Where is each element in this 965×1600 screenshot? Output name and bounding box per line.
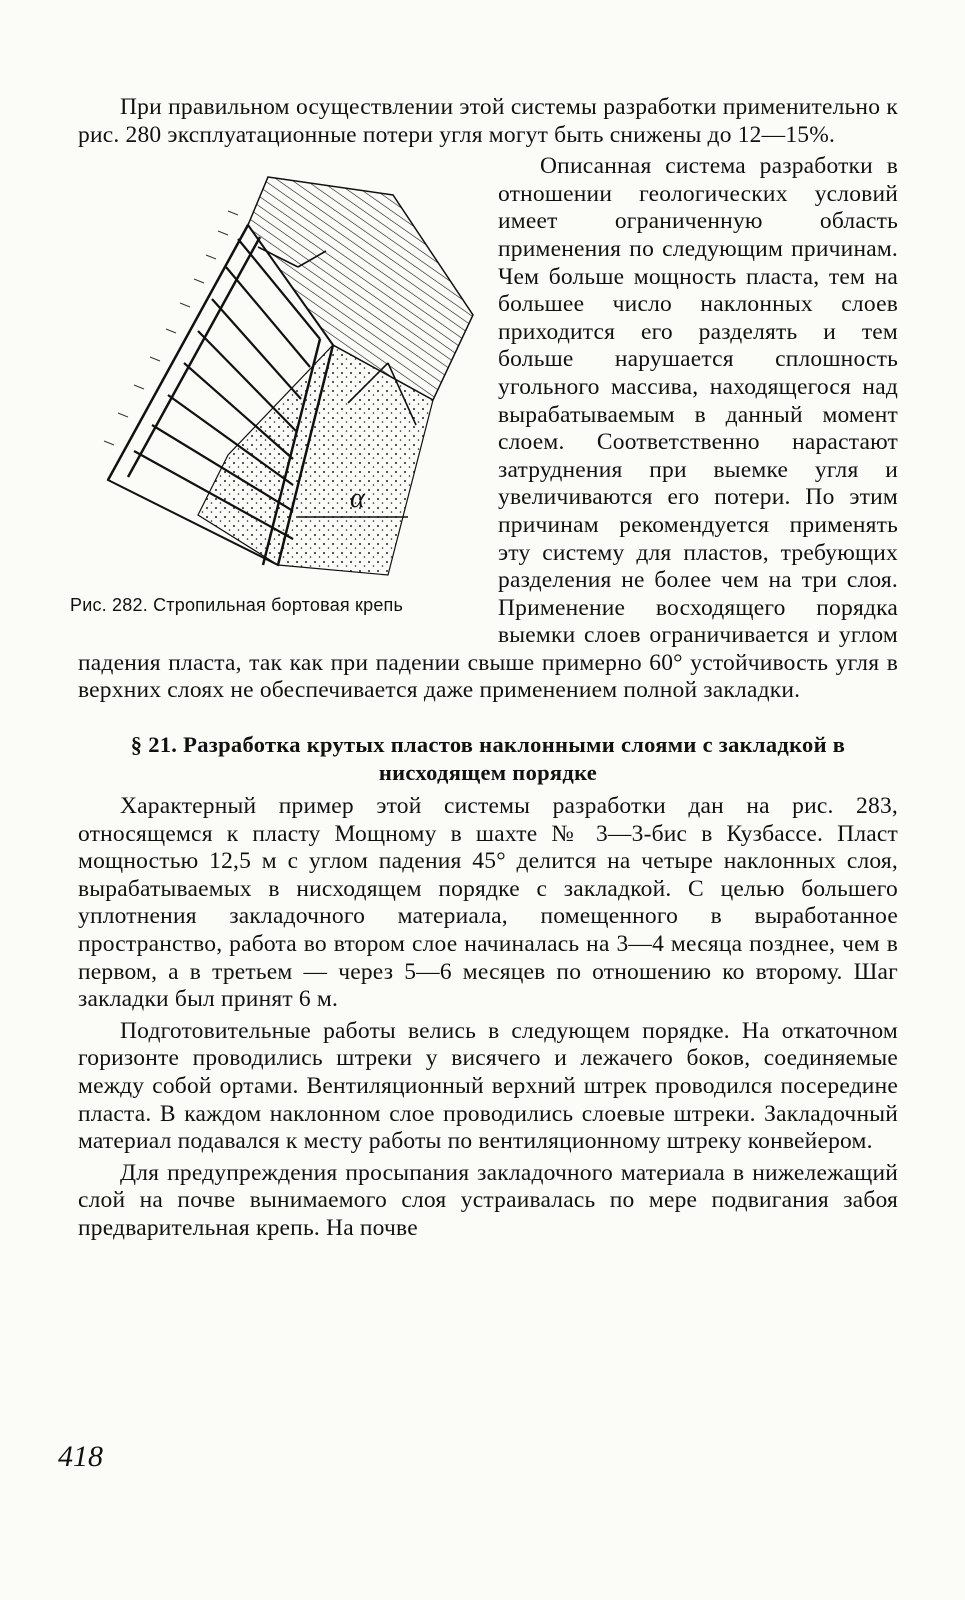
timber-support-diagram	[88, 155, 488, 595]
angle-label: α	[350, 483, 365, 515]
footwall-ticks	[104, 211, 238, 445]
section-heading: § 21. Разработка крутых пластов наклонными слоями с закладкой в нисходящем порядке	[130, 732, 846, 786]
paragraph-4: Подготовительные работы велись в следующем порядке. На откаточном горизонте проводились штреки у висячего и лежачего боков, соединяемые между собой ортами. Вентиляционный верхний штрек проводился посередине пласта. В каждом наклонном слое проводились слоевые штреки. Закладочный материал подавался к месту работы по вентиляционному штреку конвейером.	[78, 1017, 898, 1155]
paragraph-2: Описанная система разработки в отношении геологических условий имеет ограниченную область применения по следующим причинам. Чем больше мощность пласта, тем на большее число наклонных слоев приходится его разделять и тем больше нарушается сплошность угольного массива, находящегося над вырабатываемым в данный момент слоем. Соответственно нарастают затруднения при выемке угля и увеличиваются его потери. По этим причинам рекомендуется применять эту систему для пластов, требующих разделения не более чем на три слоя. Применение восходящего порядка выемки слоев ограничивается и углом падения пласта, так как при падении свыше примерно 60° устойчивость угля в верхних слоях не обеспечивается даже применением полной закладки.	[78, 153, 898, 704]
figure-282	[70, 155, 490, 625]
figure-caption: Рис. 282. Стропильная бортовая крепь	[70, 595, 404, 616]
paragraph-1: При правильном осуществлении этой системы разработки применительно к рис. 280 эксплуатационные потери угля могут быть снижены до 12—15%.	[78, 94, 898, 148]
paragraph-5: Для предупреждения просыпания закладочного материала в нижележащий слой на почве вынимаемого слоя устраивалась по мере подвигания забоя предварительная крепь. На почве	[78, 1159, 898, 1241]
page-number: 418	[58, 1440, 103, 1473]
paragraph-3: Характерный пример этой системы разработки дан на рис. 283, относящемся к пласту Мощному в шахте № 3—3-бис в Кузбассе. Пласт мощностью 12,5 м с углом падения 45° делится на четыре наклонных слоя, вырабатываемых в нисходящем порядке с закладкой. С целью большего уплотнения закладочного материала, помещенного в выработанное пространство, работа во втором слое начиналась на 3—4 месяца позднее, чем в первом, а в третьем — через 5—6 месяцев по отношению ко второму. Шаг закладки был принят 6 м.	[78, 793, 898, 1013]
page-body	[70, 94, 898, 1247]
